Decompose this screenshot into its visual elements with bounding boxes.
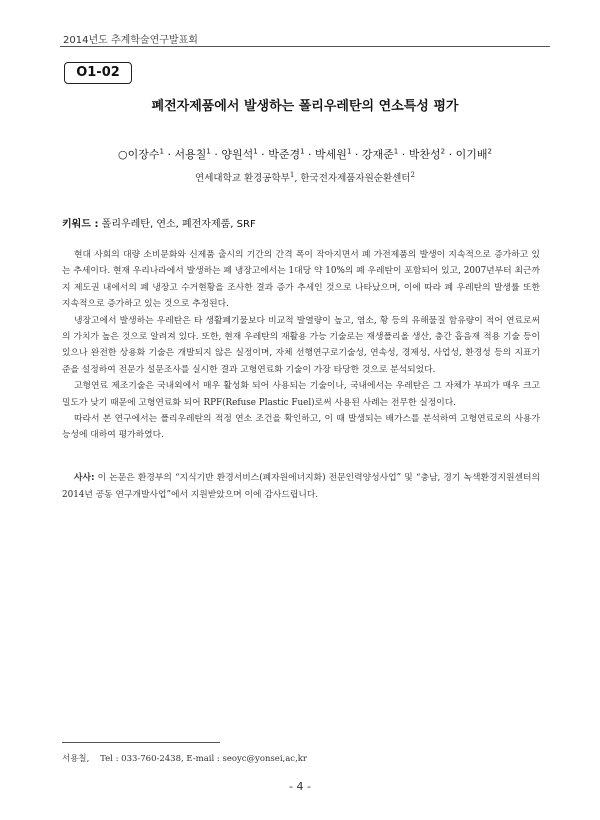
affiliation-list (60, 170, 550, 184)
presenter-mark: ○ (118, 148, 128, 161)
separator: , (294, 173, 301, 184)
author-name: 이장수 (127, 148, 160, 161)
keywords-line (62, 215, 256, 230)
conference-header: 2014년도 추계학술연구발표회 (63, 35, 198, 46)
author-name-superscript: 1 (206, 147, 211, 156)
paragraph: 따라서 본 연구에서는 폴리우레탄의 적정 연소 조건을 확인하고, 이 때 발생되는 배가스를 분석하여 고형연료로의 사용가능성에 대하여 평가하였다. (62, 414, 540, 441)
affiliation: 연세대학교 환경공학부 (195, 173, 290, 184)
page-number: - 4 - (289, 780, 311, 793)
paragraph: 현대 사회의 대량 소비문화와 신제품 출시의 기간의 간격 폭이 작아지면서 폐 가전제품의 발생이 지속적으로 증가하고 있는 추세이다. 현재 우리나라에서 발생하는 폐 냉장고에서는 1대당 약 10%의 폐 우레탄이 포함되어 있고, 2007년부터 최근까지 제도권 내에서의 폐 냉장고 수거현황을 조사한 결과 증가 추세인 것으로 나타났으며, 이에 따라 폐 우레탄의 발생률 또한 지속적으로 증가하고 있는 것으로 추정된다. (62, 250, 540, 310)
author-name-superscript: 1 (346, 147, 352, 156)
author-name: 양원석 (221, 148, 254, 161)
paragraph: 냉장고에서 발생하는 우레탄은 타 생활폐기물보다 비교적 발열량이 높고, 염소, 황 등의 유해물질 함유량이 적어 연료로써의 가치가 높은 것으로 알려져 있다. 또한, 현재 우레탄의 재활용 가능 기술로는 재생폴리올 생산, 충간 흡음재 적용 기술 등이 있으나 완전한 상용화 기술은 개발되지 않은 실정이며, 자체 선행연구로기술성, 연속성, 경제성, 사업성, 환경성 등의 지표기준을 설정하여 전문가 설문조사를 실시한 결과 고형연료화 기술이 가장 타당한 것으로 분석되었다. (62, 315, 540, 375)
author-name: 박세원 (315, 148, 347, 161)
author-name: 박찬성 (408, 148, 441, 161)
header-divider (60, 46, 550, 47)
corresponding-author-footnote: 서용칠, Tel : 033-760-2438, E-mail : seoyc@yonsei,ac,kr (62, 754, 307, 764)
acknowledgement-label: 사사: (74, 473, 95, 483)
author-name-superscript: 1 (253, 147, 258, 156)
separator: · (210, 148, 222, 161)
acknowledgement (62, 470, 540, 504)
acknowledgement-text: 이 논문은 환경부의 “지식기반 환경서비스(폐자원에너지화) 전문인력양성사업” 및 “충남, 경기 녹색환경지원센터의 2014년 공동 연구개발사업”에서 지원받았으며 이에 감사드립니다. (62, 473, 540, 500)
author-list (60, 146, 550, 162)
affiliation: 한국전자제품자원순환센터 (300, 173, 411, 184)
separator: · (163, 148, 175, 161)
separator: · (257, 148, 269, 161)
separator: · (398, 148, 409, 161)
paper-code-badge: O1-02 (64, 62, 132, 84)
keywords-value: 폴리우레탄, 연소, 폐전자제품, SRF (101, 219, 256, 230)
author-name: 서용칠 (174, 148, 207, 161)
author-name-superscript: 1 (159, 147, 164, 156)
separator: · (351, 148, 362, 161)
author-name: 박준경 (268, 148, 301, 161)
paper-title: 폐전자제품에서 발생하는 폴리우레탄의 연소특성 평가 (151, 99, 459, 114)
author-name: 강재준 (361, 148, 394, 161)
affiliation-superscript: 2 (410, 170, 415, 179)
paragraph: 고형연료 제조기술은 국내외에서 매우 활성화 되어 사용되는 기술이나, 국내에서는 우레탄은 그 자체가 부피가 매우 크고 밀도가 낮기 때문에 고형연료화 되어 RPF(Refuse Plastic Fuel)로써 사용된 사례는 전무한 실정이다. (62, 381, 540, 408)
author-name: 이기배 (455, 148, 488, 161)
author-name-superscript: 2 (440, 147, 446, 156)
author-name-superscript: 1 (393, 147, 399, 156)
keywords-label: 키워드 : (62, 219, 99, 230)
footnote-divider (62, 742, 220, 743)
affiliation-superscript: 1 (289, 170, 295, 179)
abstract-body (62, 247, 540, 444)
separator: · (445, 148, 456, 161)
author-name-superscript: 1 (300, 147, 305, 156)
author-name-superscript: 2 (487, 147, 492, 156)
separator: · (304, 148, 316, 161)
